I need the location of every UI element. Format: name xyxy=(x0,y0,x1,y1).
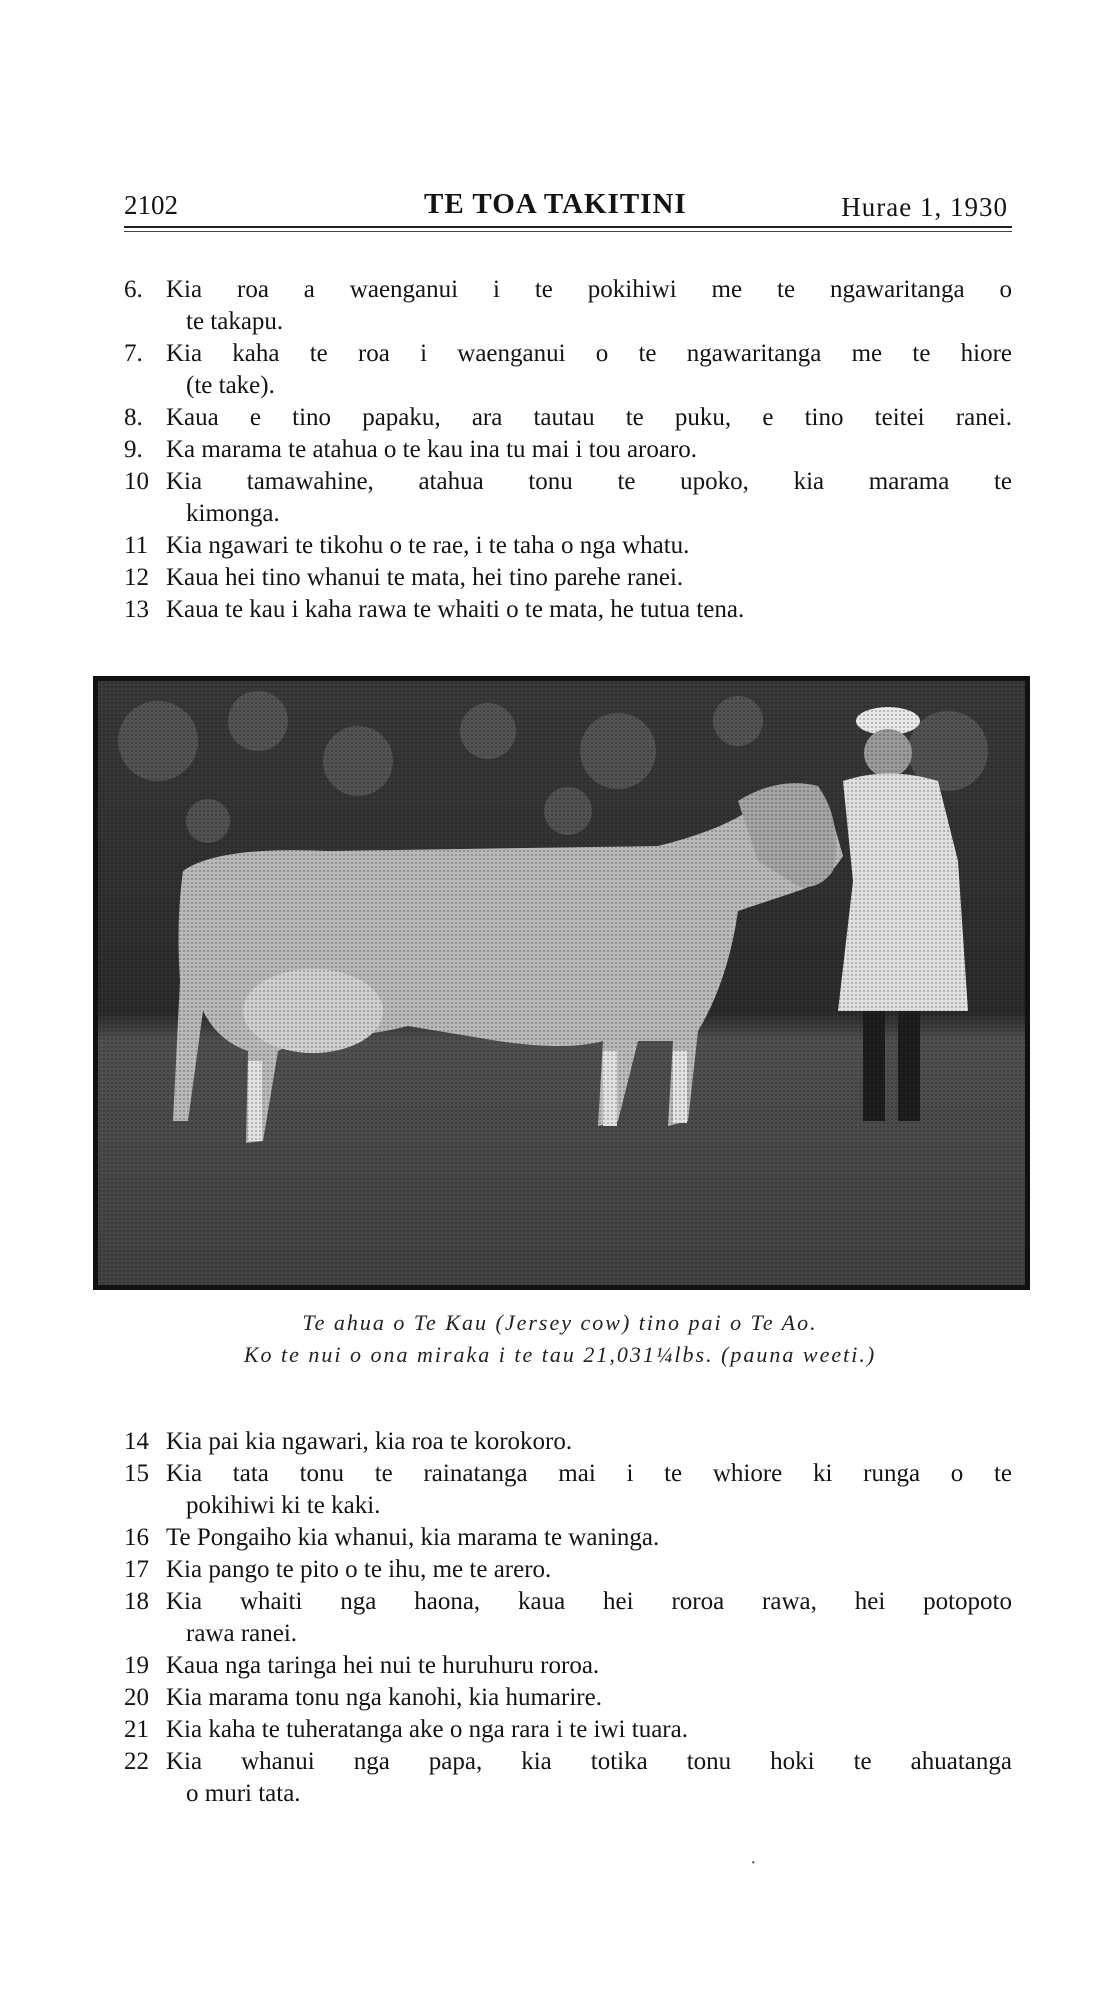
item-text-line: te takapu. xyxy=(186,308,284,335)
item-text-line: rawa ranei. xyxy=(186,1620,298,1647)
item-number: 11 xyxy=(124,532,149,559)
header-rule-thin xyxy=(124,231,1012,232)
list-item xyxy=(124,1650,1012,1682)
item-text-line: (te take). xyxy=(186,372,275,399)
issue-date: Hurae 1, 1930 xyxy=(841,192,1008,222)
jersey-cow-photo xyxy=(93,676,1030,1290)
photo-caption-line-2: Ko te nui o ona miraka i te tau 21,031¼lbs. (pauna weeti.) xyxy=(243,1342,877,1367)
list-item xyxy=(124,1682,1012,1714)
item-text-line: Kia pai kia ngawari, kia roa te korokoro. xyxy=(166,1428,573,1455)
page-number: 2102 xyxy=(124,190,178,220)
item-number: 10 xyxy=(124,468,149,495)
item-number: 18 xyxy=(124,1588,149,1615)
list-item xyxy=(124,1426,1012,1458)
halftone-photo-illustration xyxy=(98,681,1025,1285)
item-text-line: kimonga. xyxy=(186,500,280,527)
header-rule xyxy=(124,226,1012,228)
item-number: 17 xyxy=(124,1556,149,1583)
item-text-line: Kaua nga taringa hei nui te huruhuru roroa. xyxy=(166,1652,600,1679)
item-text-line: Kia whanui nga papa, kia totika tonu hoki te ahuatanga xyxy=(166,1748,1012,1775)
photo-caption-line-1: Te ahua o Te Kau (Jersey cow) tino pai o Te Ao. xyxy=(302,1310,818,1335)
list-item xyxy=(124,1586,1012,1650)
item-text-line: Kia ngawari te tikohu o te rae, i te taha o nga whatu. xyxy=(166,532,690,559)
numbered-list-bottom xyxy=(124,1426,1012,1810)
item-number: 12 xyxy=(124,564,149,591)
item-number: 16 xyxy=(124,1524,149,1551)
publication-title: TE TOA TAKITINI xyxy=(424,188,687,220)
item-text-line: Kaua hei tino whanui te mata, hei tino parehe ranei. xyxy=(166,564,684,591)
list-item xyxy=(124,274,1012,338)
item-text-line: Te Pongaiho kia whanui, kia marama te waninga. xyxy=(166,1524,660,1551)
item-number: 7. xyxy=(124,340,143,367)
list-item xyxy=(124,562,1012,594)
print-speck: · xyxy=(750,1852,757,1874)
page-header xyxy=(124,186,1012,230)
list-item xyxy=(124,1522,1012,1554)
item-text-line: Kia roa a waenganui i te pokihiwi me te ngawaritanga o xyxy=(166,276,1012,303)
item-text-line: Kia kaha te roa i waenganui o te ngawaritanga me te hiore xyxy=(166,340,1012,367)
list-item xyxy=(124,1714,1012,1746)
list-item xyxy=(124,402,1012,434)
item-text-line: Kia tata tonu te rainatanga mai i te whiore ki runga o te xyxy=(166,1460,1012,1487)
item-number: 19 xyxy=(124,1652,149,1679)
item-number: 8. xyxy=(124,404,143,431)
item-text-line: Kia pango te pito o te ihu, me te arero. xyxy=(166,1556,552,1583)
item-number: 13 xyxy=(124,596,149,623)
item-text-line: Ka marama te atahua o te kau ina tu mai i tou aroaro. xyxy=(166,436,698,463)
list-item xyxy=(124,530,1012,562)
item-text-line: Kia kaha te tuheratanga ake o nga rara i te iwi tuara. xyxy=(166,1716,688,1743)
item-number: 21 xyxy=(124,1716,149,1743)
item-text-line: Kia whaiti nga haona, kaua hei roroa rawa, hei potopoto xyxy=(166,1588,1012,1615)
list-item xyxy=(124,434,1012,466)
item-number: 22 xyxy=(124,1748,149,1775)
item-number: 15 xyxy=(124,1460,149,1487)
list-item xyxy=(124,1554,1012,1586)
numbered-list-top xyxy=(124,274,1012,626)
item-number: 6. xyxy=(124,276,143,303)
item-text-line: Kaua te kau i kaha rawa te whaiti o te mata, he tutua tena. xyxy=(166,596,745,623)
list-item xyxy=(124,338,1012,402)
item-number: 20 xyxy=(124,1684,149,1711)
list-item xyxy=(124,594,1012,626)
list-item xyxy=(124,1458,1012,1522)
item-text-line: Kia marama tonu nga kanohi, kia humarire. xyxy=(166,1684,602,1711)
item-text-line: Kia tamawahine, atahua tonu te upoko, kia marama te xyxy=(166,468,1012,495)
list-item xyxy=(124,1746,1012,1810)
item-text-line: o muri tata. xyxy=(186,1780,301,1807)
list-item xyxy=(124,466,1012,530)
item-number: 14 xyxy=(124,1428,149,1455)
item-text-line: Kaua e tino papaku, ara tautau te puku, e tino teitei ranei. xyxy=(166,404,1012,431)
item-number: 9. xyxy=(124,436,143,463)
item-text-line: pokihiwi ki te kaki. xyxy=(186,1492,381,1519)
